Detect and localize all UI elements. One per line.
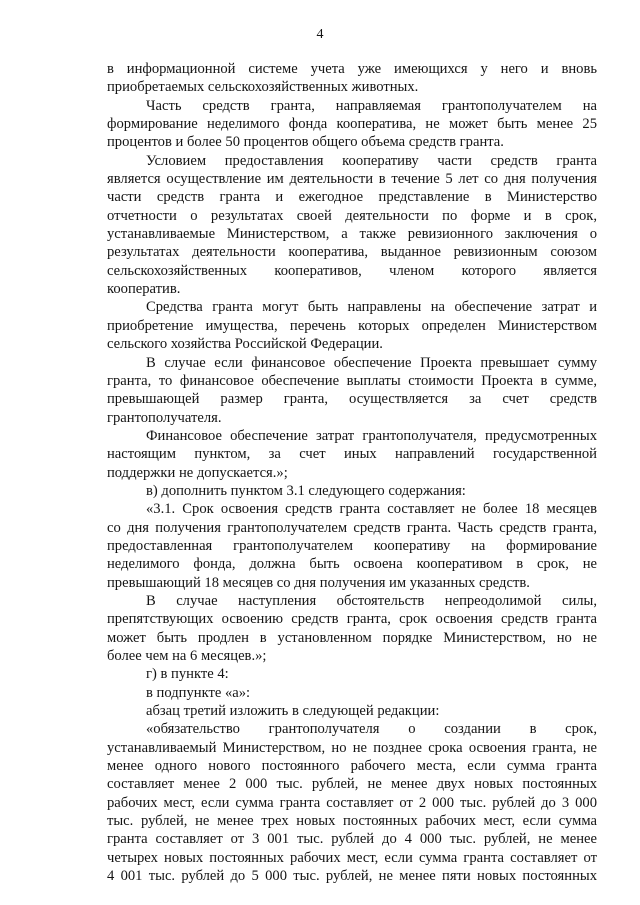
text-line: настоящим пунктом, за счет иных направлений государственной [107,446,597,463]
text-line: г) в пункте 4: [146,666,229,683]
text-line: Финансовое обеспечение затрат грантополучателя, предусмотренных [146,427,597,444]
text-line: «3.1. Срок освоения средств гранта составляет не более 18 месяцев [146,501,597,518]
text-line: менее одного нового постоянного рабочего места, если сумма гранта [107,758,597,775]
text-line: результатах деятельности кооператива, выданное ревизионным союзом [107,244,597,261]
text-line: приобретение имущества, перечень которых определен Министерством [107,317,597,334]
text-line: неделимого фонда, должна быть освоена кооперативом в срок, не [107,556,597,573]
text-line: превышающий 18 месяцев со дня получения им указанных средств. [107,574,530,591]
text-line: кооператив. [107,281,181,298]
text-line: более чем на 6 месяцев.»; [107,648,267,664]
text-line: грантополучателя. [107,409,222,426]
text-line: сельскохозяйственных кооперативов, членом которого является [107,262,597,279]
text-line: устанавливаемый Министерством, но не позднее срока освоения гранта, не [107,739,597,756]
text-line: 4 001 тыс. рублей до 5 000 тыс. рублей, не менее пяти новых постоянных [107,868,597,885]
text-line: Средства гранта могут быть направлены на обеспечение затрат и [146,299,597,316]
text-line: «обязательство грантополучателя о создании в срок, [146,721,597,738]
text-line: приобретаемых сельскохозяйственных животных. [107,79,419,96]
text-line: части средств гранта и ежегодное представление в Министерство [107,189,597,206]
text-line: превышающей размер гранта, осуществляется за счет средств [107,391,597,408]
text-line: рабочих мест, если сумма гранта составляет от 2 000 тыс. рублей до 3 000 [107,794,597,811]
text-line: процентов и более 50 процентов общего объема средств гранта. [107,134,504,151]
text-line: гранта составляет от 3 001 тыс. рублей до 4 000 тыс. рублей, не менее [107,831,597,848]
text-line: препятствующих освоению средств гранта, срок освоения средств гранта [107,611,597,628]
text-line: поддержки не допускается.»; [107,464,288,481]
text-line: устанавливаемые Министерством, а также ревизионного заключения о [107,226,597,243]
text-line: в) дополнить пунктом 3.1 следующего содержания: [146,482,466,499]
text-line: отчетности о результатах своей деятельности по форме и в срок, [107,207,597,224]
text-line: гранта, то финансовое обеспечение выплаты стоимости Проекта в сумме, [107,372,597,389]
document-body [107,60,597,885]
text-line: Часть средств гранта, направляемая грантополучателем на [146,97,597,114]
text-line: предоставленная грантополучателем кооперативу на формирование [107,537,597,554]
text-line: тыс. рублей, не менее трех новых постоянных рабочих мест, если сумма [107,813,597,830]
text-line: В случае наступления обстоятельств непреодолимой силы, [146,592,597,609]
text-line: В случае если финансовое обеспечение Проекта превышает сумму [146,354,597,371]
text-line: в информационной системе учета уже имеющихся у него и вновь [107,61,597,77]
text-line: составляет менее 2 000 тыс. рублей, не менее двух новых постоянных [107,776,597,793]
text-line: Условием предоставления кооперативу части средств гранта [146,152,597,169]
text-line: абзац третий изложить в следующей редакции: [146,703,440,720]
text-line: в подпункте «а»: [146,684,251,701]
text-line: может быть продлен в установленном порядке Министерством, но не [107,629,597,646]
text-line: сельского хозяйства Российской Федерации. [107,336,383,353]
text-line: формирование неделимого фонда кооператива, не может быть менее 25 [107,116,597,133]
text-line: четырех новых постоянных рабочих мест, если сумма гранта составляет от [107,849,597,866]
text-line: является осуществление им деятельности в течение 5 лет со дня получения [107,171,597,188]
page-number: 4 [316,27,324,42]
text-line: со дня получения грантополучателем средств гранта. Часть средств гранта, [107,519,597,536]
